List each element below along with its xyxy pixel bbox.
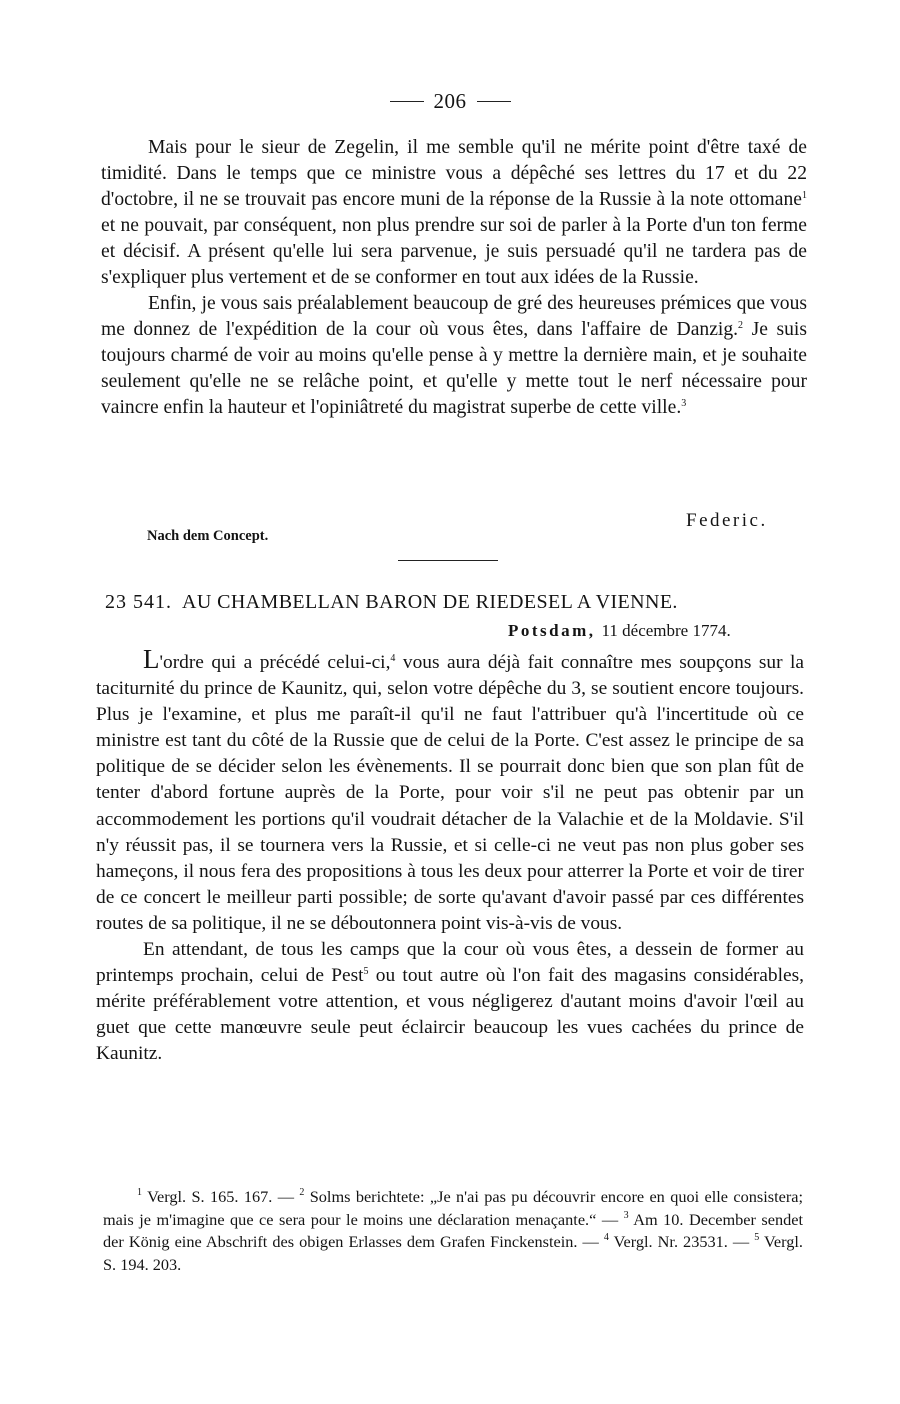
drop-initial: L bbox=[143, 644, 160, 674]
place: Potsdam, bbox=[508, 621, 596, 640]
footnote-ref: 5 bbox=[363, 966, 369, 978]
footnote-mark: 5 bbox=[754, 1232, 760, 1243]
date: 11 décembre 1774. bbox=[601, 621, 731, 640]
first-letter-body bbox=[101, 135, 807, 421]
footnote-mark: 3 bbox=[623, 1209, 629, 1221]
footnote-mark: 1 bbox=[137, 1187, 142, 1198]
header-rule-left bbox=[390, 101, 424, 102]
signature: Federic. bbox=[686, 510, 768, 531]
footnote-ref: 4 bbox=[390, 653, 396, 664]
source-note: Nach dem Concept. bbox=[147, 528, 269, 544]
dateline bbox=[508, 621, 731, 641]
footnote-mark: 2 bbox=[299, 1187, 305, 1198]
paragraph: Mais pour le sieur de Zegelin, il me semble qu'il ne mérite point d'être taxé de timidité. Dans le temps que ce ministre vous a dépêché ses lettres du 17 et du 22 d'octobre, il ne se trouvait pas encore muni de la réponse de la Russie à la note ottomane$^1$ et ne pouvait, par conséquent, non plus prendre sur soi de parler à la Porte d'un ton ferme et décisif. A présent qu'elle lui sera parvenue, je suis persuadé qu'il ne tardera pas de s'expliquer plus vertement et de se conformer en tout aux idées de la Russie. bbox=[101, 137, 807, 288]
page-header bbox=[0, 86, 900, 116]
paragraph: L'ordre qui a précédé celui-ci,$^4$ vous aura déjà fait connaître mes soupçons sur la taciturnité du prince de Kaunitz, qui, selon votre dépêche du 3, se soutient encore toujours. Plus je l'examine, et plus me paraît-il qu'il ne faut l'attribuer qu'à l'incertitude où ce ministre est tant du côté de la Russie que de celui de la Porte. C'est assez le principe de sa politique de se décider selon les évènements. Il se pourrait donc bien que son plan fût de tenter d'abord fortune auprès de la Porte, pour voir s'il ne peut pas obtenir par un accommodement les portions qu'il voudrait détacher de la Valachie et de la Moldavie. S'il n'y réussit pas, il se tournera vers la Russie, et si celle-ci ne veut pas non plus gober ses hameçons, il nous fera des propositions à tous les deux pour atterrer la Porte et voir de tirer de ce concert le meilleur parti possible; de sorte qu'avant d'avoir passé par ces différentes routes de sa politique, il ne se déboutonnera point vis-à-vis de vous. bbox=[96, 644, 804, 934]
letter-title: AU CHAMBELLAN BARON DE RIEDESEL A VIENNE. bbox=[182, 591, 678, 613]
letter-heading bbox=[105, 591, 805, 614]
footnote-block: $^1$ Vergl. S. 165. 167. — $^2$ Solms berichtete: „Je n'ai pas pu découvrir encore en quoi elle consistera; mais je m'imagine que ce sera pour le moins une déclaration menaçante.“ — $^3$ Am 10. December sendet der König eine Abschrift des obigen Erlasses dem Grafen Finckenstein. — $^4$ Vergl. Nr. 23531. — $^5$ Vergl. S. 194. 203. bbox=[103, 1187, 803, 1274]
footnote-ref: 2 bbox=[738, 320, 744, 331]
section-divider bbox=[398, 560, 498, 561]
paragraph: Enfin, je vous sais préalablement beaucoup de gré des heureuses prémices que vous me donnez de l'expédition de la cour où vous êtes, dans l'affaire de Danzig.$^2$ Je suis toujours charmé de voir au moins qu'elle pense à y mettre la dernière main, et je souhaite seulement qu'elle ne se relâche point, et qu'elle y mette tout le nerf nécessaire pour vaincre enfin la hauteur et l'opiniâtreté du magistrat superbe de cette ville.$^3$ bbox=[101, 293, 807, 418]
paragraph: En attendant, de tous les camps que la cour où vous êtes, a dessein de former au printemps prochain, celui de Pest$^5$ ou tout autre où l'on fait des magasins considérables, mérite préférablement votre attention, et vous négligerez d'autant moins d'avoir l'œil au guet que cette manœuvre seule peut éclaircir beaucoup les vues cachées du prince de Kaunitz. bbox=[96, 939, 804, 1065]
page-number: 206 bbox=[433, 88, 467, 113]
second-letter-body bbox=[96, 644, 804, 1068]
header-rule-right bbox=[477, 101, 511, 102]
footnote-ref: 3 bbox=[681, 398, 687, 409]
footnotes bbox=[103, 1186, 803, 1276]
footnote-ref: 1 bbox=[802, 190, 807, 201]
footnote-mark: 4 bbox=[603, 1232, 609, 1243]
letter-number: 23 541. bbox=[105, 591, 172, 613]
